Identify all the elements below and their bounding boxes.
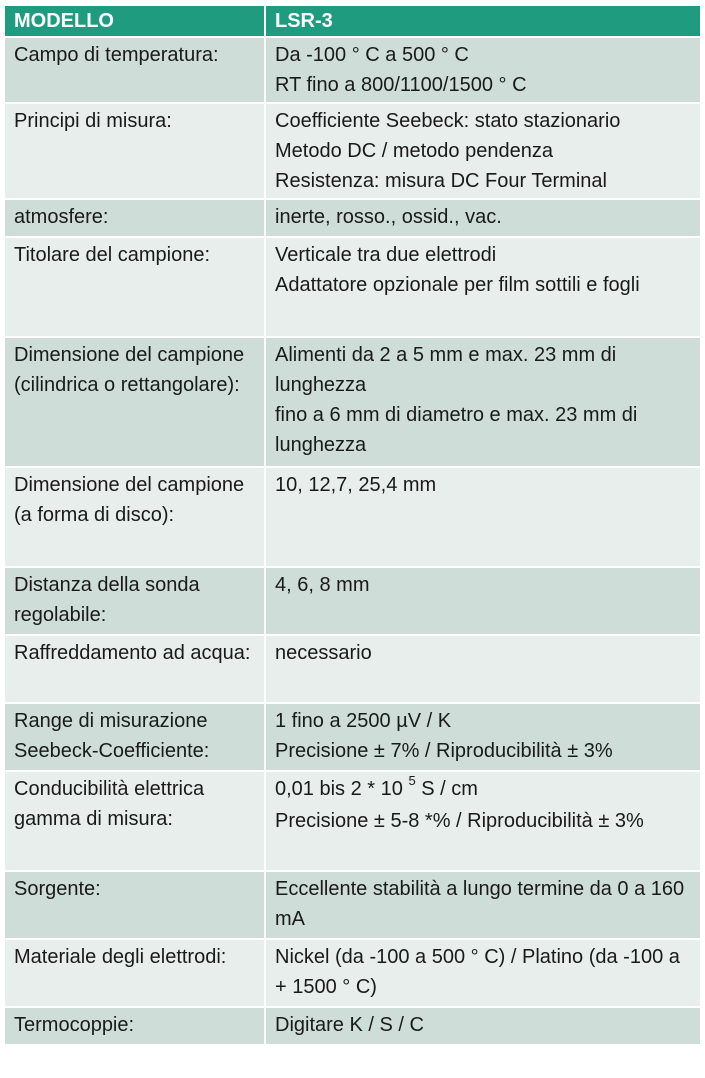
value-line: 4, 6, 8 mm — [275, 574, 370, 596]
value-line — [275, 774, 691, 806]
row-label: Range di misurazione Seebeck-Coefficiente: — [4, 703, 265, 771]
value-line: necessario — [275, 642, 372, 664]
row-label: Raffreddamento ad acqua: — [4, 635, 265, 703]
row-label: Distanza della sonda regolabile: — [4, 567, 265, 635]
value-line: Digitare K / S / C — [275, 1014, 424, 1036]
value-line: inerte, rosso., ossid., vac. — [275, 206, 502, 228]
row-label: Materiale degli elettrodi: — [4, 939, 265, 1007]
row-value — [265, 467, 701, 567]
table-row — [4, 37, 701, 103]
row-value — [265, 871, 701, 939]
table-header-row — [4, 5, 701, 37]
table-row — [4, 567, 701, 635]
row-label: Dimensione del campione (cilindrica o rettangolare): — [4, 337, 265, 467]
row-label: Campo di temperatura: — [4, 37, 265, 103]
table-row — [4, 871, 701, 939]
value-line: Resistenza: misura DC Four Terminal — [275, 170, 607, 192]
value-line: Da -100 ° C a 500 ° C — [275, 44, 469, 66]
row-value — [265, 37, 701, 103]
row-value — [265, 103, 701, 199]
value-line: Precisione ± 5-8 *% / Riproducibilità ± 3% — [275, 810, 644, 832]
value-line: Alimenti da 2 a 5 mm e max. 23 mm di lunghezza — [275, 344, 617, 396]
table-row — [4, 103, 701, 199]
row-value — [265, 939, 701, 1007]
value-line: Adattatore opzionale per film sottili e fogli — [275, 274, 640, 296]
row-value — [265, 237, 701, 337]
row-label: Titolare del campione: — [4, 237, 265, 337]
value-line: Verticale tra due elettrodi — [275, 244, 497, 266]
value-exponent: 5 — [408, 773, 416, 788]
row-label: Conducibilità elettrica gamma di misura: — [4, 771, 265, 871]
table-row — [4, 199, 701, 237]
row-value — [265, 567, 701, 635]
row-value — [265, 703, 701, 771]
spec-table — [3, 4, 702, 1046]
row-value — [265, 199, 701, 237]
row-value — [265, 337, 701, 467]
header-model-name: LSR-3 — [265, 5, 701, 37]
value-line: 1 fino a 2500 µV / K — [275, 710, 452, 732]
value-line: Nickel (da -100 a 500 ° C) / Platino (da -100 a + 1500 ° C) — [275, 946, 680, 998]
value-line: Coefficiente Seebeck: stato stazionario — [275, 110, 621, 132]
table-row — [4, 337, 701, 467]
value-line: 10, 12,7, 25,4 mm — [275, 474, 437, 496]
row-value — [265, 771, 701, 871]
table-row — [4, 237, 701, 337]
table-row — [4, 939, 701, 1007]
row-value — [265, 635, 701, 703]
row-label: atmosfere: — [4, 199, 265, 237]
header-model: MODELLO — [4, 5, 265, 37]
row-label: Termocoppie: — [4, 1007, 265, 1045]
value-line: RT fino a 800/1100/1500 ° C — [275, 74, 527, 96]
table-row — [4, 703, 701, 771]
value-line: fino a 6 mm di diametro e max. 23 mm di lunghezza — [275, 404, 638, 456]
table-row — [4, 467, 701, 567]
value-post: S / cm — [415, 778, 478, 800]
table-row — [4, 1007, 701, 1045]
value-line: Metodo DC / metodo pendenza — [275, 140, 553, 162]
value-line: Eccellente stabilità a lungo termine da 0 a 160 mA — [275, 878, 685, 930]
row-label: Principi di misura: — [4, 103, 265, 199]
table-row — [4, 635, 701, 703]
value-line: Precisione ± 7% / Riproducibilità ± 3% — [275, 740, 613, 762]
table-row — [4, 771, 701, 871]
row-label: Sorgente: — [4, 871, 265, 939]
row-label: Dimensione del campione (a forma di disco): — [4, 467, 265, 567]
row-value — [265, 1007, 701, 1045]
value-pre: 0,01 bis 2 * 10 — [275, 778, 409, 800]
